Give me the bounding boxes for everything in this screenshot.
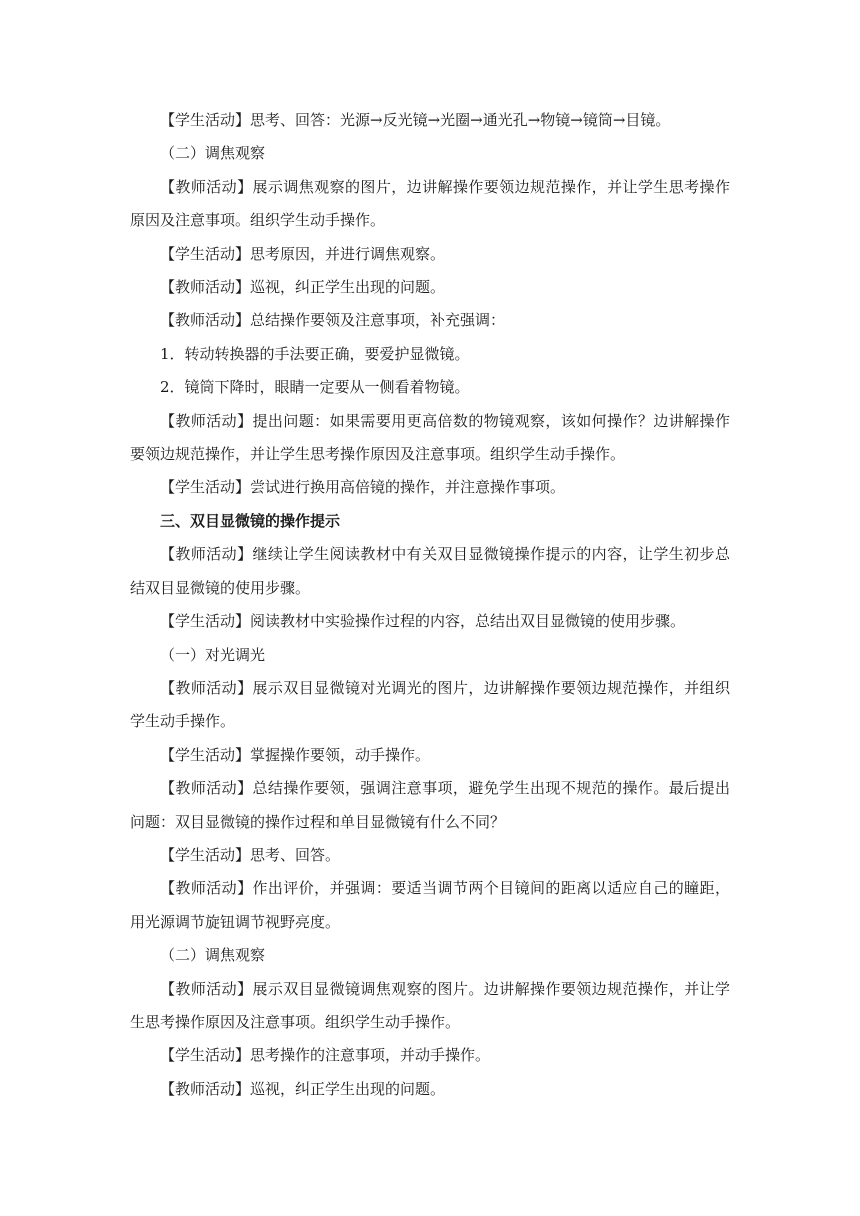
activity-paragraph xyxy=(130,1073,730,1106)
subsection-heading: （二）调焦观察 xyxy=(160,946,266,965)
subsection-heading: （一）对光调光 xyxy=(160,645,266,664)
activity-paragraph xyxy=(130,538,730,605)
activity-tag: 【学生活动】 xyxy=(160,244,251,263)
activity-paragraph xyxy=(130,739,730,772)
activity-text: 思考、回答。 xyxy=(250,845,341,864)
activity-tag: 【教师活动】 xyxy=(160,278,251,297)
activity-paragraph xyxy=(130,605,730,638)
activity-paragraph xyxy=(130,872,730,939)
activity-tag: 【学生活动】 xyxy=(160,111,251,129)
document-body xyxy=(130,104,730,1106)
activity-tag: 【学生活动】 xyxy=(160,1046,251,1065)
activity-paragraph xyxy=(130,772,730,839)
activity-tag: 【教师活动】 xyxy=(160,1079,251,1098)
activity-tag: 【教师活动】 xyxy=(160,879,253,898)
list-item: 1．转动转换器的手法要正确，要爱护显微镜。 xyxy=(160,344,470,363)
list-item: 2．镜筒下降时，眼睛一定要从一侧看着物镜。 xyxy=(160,378,470,397)
activity-tag: 【学生活动】 xyxy=(160,845,251,864)
activity-paragraph xyxy=(130,973,730,1040)
activity-text: 展示调焦观察的图片，边讲解操作要领边规范操作，并让学生思考操作原因及注意事项。组织学生动手操作。 xyxy=(130,177,730,230)
activity-paragraph xyxy=(130,471,730,504)
activity-paragraph xyxy=(130,271,730,304)
activity-paragraph xyxy=(130,171,730,238)
activity-tag: 【教师活动】 xyxy=(160,411,253,430)
activity-paragraph xyxy=(130,238,730,271)
activity-tag: 【教师活动】 xyxy=(160,545,253,564)
activity-text: 思考、回答：光源→反光镜→光圈→通光孔→物镜→镜筒→目镜。 xyxy=(250,111,671,129)
section-heading: 三、双目显微镜的操作提示 xyxy=(160,511,341,530)
activity-text: 思考操作的注意事项，并动手操作。 xyxy=(250,1046,491,1065)
activity-text: 总结操作要领，强调注意事项，避免学生出现不规范的操作。最后提出问题：双目显微镜的操作过程和单目显微镜有什么不同？ xyxy=(130,779,730,831)
activity-text: 展示双目显微镜对光调光的图片，边讲解操作要领边规范操作，并组织学生动手操作。 xyxy=(130,678,730,731)
activity-text: 巡视，纠正学生出现的问题。 xyxy=(250,278,446,297)
activity-paragraph xyxy=(130,1039,730,1072)
activity-tag: 【学生活动】 xyxy=(160,745,251,764)
activity-text: 总结操作要领及注意事项，补充强调： xyxy=(250,311,506,330)
activity-paragraph xyxy=(130,405,730,472)
activity-text: 思考原因，并进行调焦观察。 xyxy=(250,244,446,263)
activity-paragraph xyxy=(130,304,730,337)
activity-tag: 【教师活动】 xyxy=(160,311,251,330)
activity-paragraph xyxy=(130,839,730,872)
activity-text: 尝试进行换用高倍镜的操作，并注意操作事项。 xyxy=(250,478,566,497)
activity-text: 掌握操作要领，动手操作。 xyxy=(250,745,431,764)
activity-text: 巡视，纠正学生出现的问题。 xyxy=(250,1079,446,1098)
activity-tag: 【学生活动】 xyxy=(160,612,251,631)
activity-text: 展示双目显微镜调焦观察的图片。边讲解操作要领边规范操作，并让学生思考操作原因及注意事项。组织学生动手操作。 xyxy=(130,979,730,1031)
activity-tag: 【教师活动】 xyxy=(160,779,253,798)
subsection-heading: （二）调焦观察 xyxy=(160,144,266,163)
activity-text: 提出问题：如果需要用更高倍数的物镜观察，该如何操作？边讲解操作要领边规范操作，并让学生思考操作原因及注意事项。组织学生动手操作。 xyxy=(130,411,730,464)
activity-paragraph xyxy=(130,104,730,137)
activity-tag: 【教师活动】 xyxy=(160,979,253,998)
activity-tag: 【学生活动】 xyxy=(160,478,251,497)
activity-tag: 【教师活动】 xyxy=(160,177,253,196)
activity-text: 阅读教材中实验操作过程的内容，总结出双目显微镜的使用步骤。 xyxy=(250,612,686,631)
activity-tag: 【教师活动】 xyxy=(160,678,253,697)
activity-text: 作出评价，并强调：要适当调节两个目镜间的距离以适应自己的瞳距，用光源调节旋钮调节视野亮度。 xyxy=(130,879,730,931)
activity-paragraph xyxy=(130,672,730,739)
activity-text: 继续让学生阅读教材中有关双目显微镜操作提示的内容，让学生初步总结双目显微镜的使用步骤。 xyxy=(130,545,730,597)
